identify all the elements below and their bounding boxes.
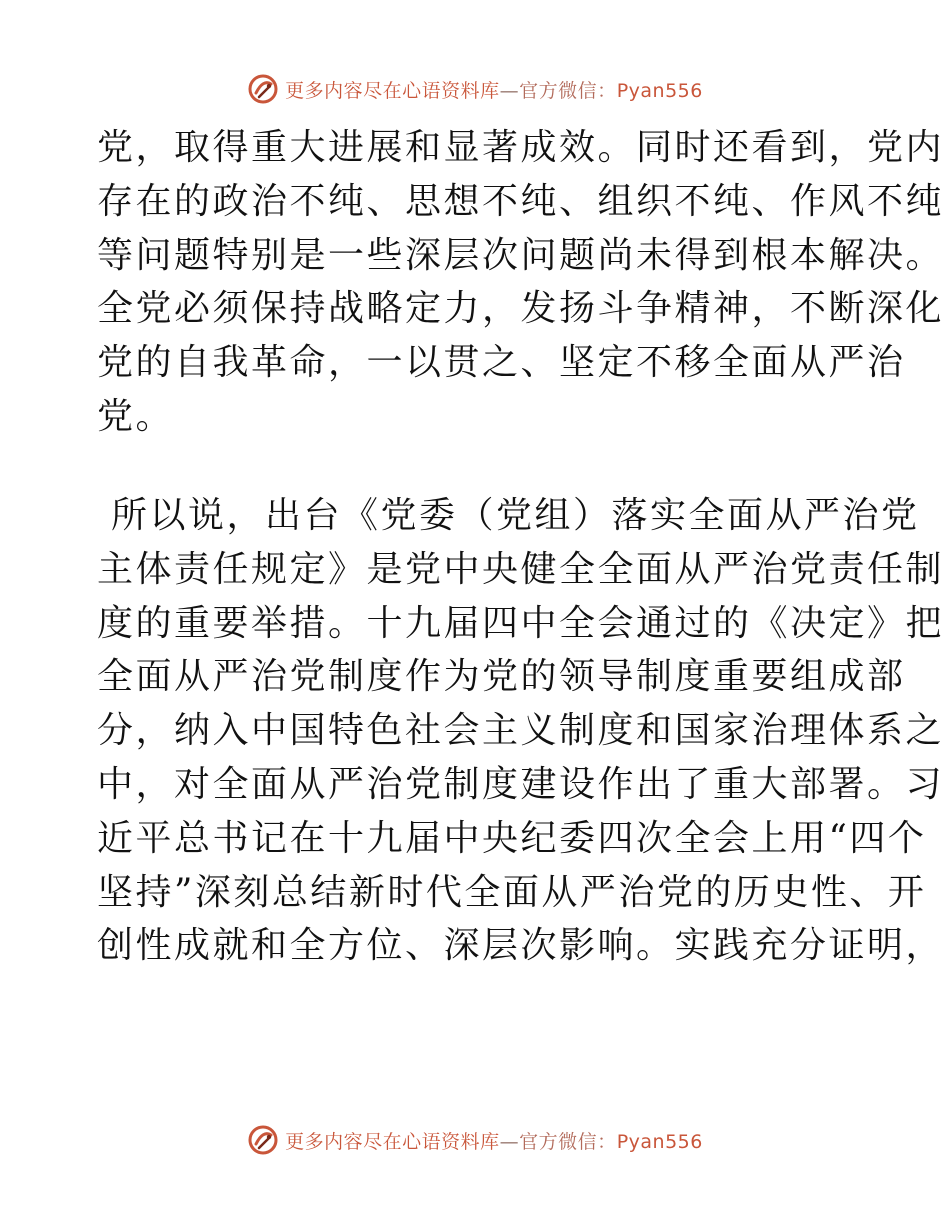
watermark-site-text: 更多内容尽在心语资料库 — [285, 1130, 500, 1153]
paragraph-1 — [97, 121, 945, 444]
footer-watermark — [0, 1123, 950, 1157]
text-line: 党的自我革命，一以贯之、坚定不移全面从严治 — [97, 342, 906, 384]
seal-logo-icon — [247, 73, 279, 105]
text-line: 创性成就和全方位、深层次影响。实践充分证明， — [97, 925, 945, 967]
watermark-text — [285, 1127, 703, 1154]
watermark-official-label: 官方微信： — [519, 79, 617, 102]
text-line: 党，取得重大进展和显著成效。同时还看到，党内 — [97, 127, 945, 168]
text-line: 党。 — [97, 395, 175, 437]
text-line: 分，纳入中国特色社会主义制度和国家治理体系之 — [97, 710, 945, 752]
paragraph-2 — [97, 489, 945, 973]
header-watermark — [0, 72, 950, 106]
text-line: 主体责任规定》是党中央健全全面从严治党责任制 — [97, 548, 945, 590]
watermark-text — [285, 76, 703, 103]
watermark-official-label: 官方微信： — [519, 1130, 617, 1153]
watermark-handle: Pyan556 — [616, 79, 703, 102]
watermark-dash: — — [499, 1130, 520, 1153]
text-line: 存在的政治不纯、思想不纯、组织不纯、作风不纯 — [97, 180, 945, 222]
text-line: 中，对全面从严治党制度建设作出了重大部署。习 — [97, 763, 945, 805]
text-line: 坚持”深刻总结新时代全面从严治党的历史性、开 — [97, 871, 927, 913]
text-line: 全面从严治党制度作为党的领导制度重要组成部 — [97, 656, 906, 698]
watermark-dash: — — [499, 79, 520, 102]
text-line: 等问题特别是一些深层次问题尚未得到根本解决。 — [97, 234, 945, 276]
text-line: 所以说，出台《党委（党组）落实全面从严治党 — [97, 495, 920, 536]
watermark-handle: Pyan556 — [616, 1130, 703, 1153]
text-line: 全党必须保持战略定力，发扬斗争精神，不断深化 — [97, 288, 945, 330]
watermark-site-text: 更多内容尽在心语资料库 — [285, 79, 500, 102]
text-line: 度的重要举措。十九届四中全会通过的《决定》把 — [97, 602, 945, 644]
seal-logo-icon — [247, 1124, 279, 1156]
text-line: 近平总书记在十九届中央纪委四次全会上用“四个 — [97, 817, 927, 859]
